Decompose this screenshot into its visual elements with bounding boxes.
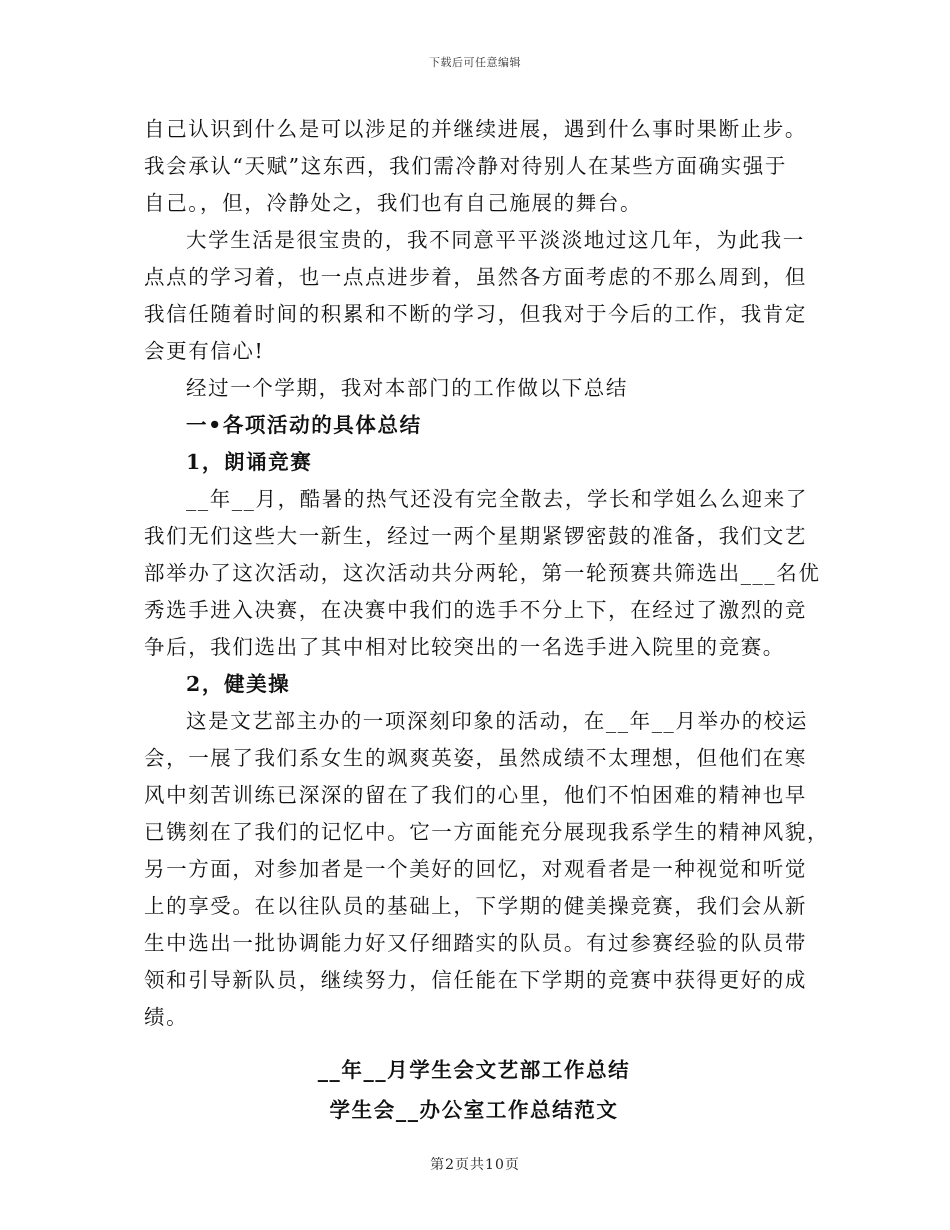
paragraph-line: 生中选出一批协调能力好又仔细踏实的队员。有过参赛经验的队员带 [144,931,807,955]
paragraph-line: 上的享受。在以往队员的基础上，下学期的健美操竞赛，我们会从新 [144,894,807,918]
paragraph-line: 领和引导新队员，继续努力，信任能在下学期的竞赛中获得更好的成 [144,968,807,992]
subsection-heading: 2，健美操 [186,672,291,696]
page-header: 下载后可任意编辑 [429,56,521,69]
document-subtitle: 学生会__办公室工作总结范文 [329,1098,619,1122]
paragraph-line: 风中刻苦训练已深深的留在了我们的心里，他们不怕困难的精神也早 [144,783,807,807]
paragraph-line: 秀选手进入决赛，在决赛中我们的选手不分上下，在经过了激烈的竞 [144,598,807,622]
paragraph-line: 自己。，但，冷静处之，我们也有自己施展的舞台。 [144,191,643,215]
paragraph-line: 争后，我们选出了其中相对比较突出的一名选手进入院里的竞赛。 [144,635,785,659]
paragraph-line: 点点的学习着，也一点点进步着，虽然各方面考虑的不那么周到，但 [144,265,807,289]
paragraph-line: 我信任随着时间的积累和不断的学习，但我对于今后的工作，我肯定 [144,302,807,326]
paragraph-line: 这是文艺部主办的一项深刻印象的活动，在__年__月举办的校运 [186,709,808,733]
paragraph-line: 经过一个学期，我对本部门的工作做以下总结 [186,376,628,400]
document-title: __年__月学生会文艺部工作总结 [317,1058,631,1082]
section-heading: 一•各项活动的具体总结 [186,413,422,437]
page-number: 第2页共10页 [430,1157,520,1173]
paragraph-line: 会更有信心! [144,339,265,363]
paragraph-line: 我会承认“天赋”这东西，我们需冷静对待别人在某些方面确实强于 [144,154,787,178]
paragraph-line: 我们无们这些大一新生，经过一两个星期紧锣密鼓的准备，我们文艺 [144,524,807,548]
paragraph-line: 大学生活是很宝贵的，我不同意平平淡淡地过这几年，为此我一 [186,228,805,252]
paragraph-line: 另一方面，对参加者是一个美好的回忆，对观看者是一种视觉和听觉 [144,857,807,881]
paragraph-line: 会，一展了我们系女生的飒爽英姿，虽然成绩不太理想，但他们在寒 [144,746,807,770]
paragraph-line: 自己认识到什么是可以涉足的并继续进展，遇到什么事时果断止步。 [144,117,807,141]
paragraph-line: 部举办了这次活动，这次活动共分两轮，第一轮预赛共筛选出___名优 [144,561,821,585]
document-body [144,111,830,1130]
paragraph-line: 绩。 [144,1005,189,1029]
paragraph-line: __年__月，酷暑的热气还没有完全散去，学长和学姐么么迎来了 [186,487,808,511]
paragraph-line: 已镌刻在了我们的记忆中。它一方面能充分展现我系学生的精神风貌， [144,820,830,844]
subsection-heading: 1，朗诵竞赛 [186,450,313,474]
